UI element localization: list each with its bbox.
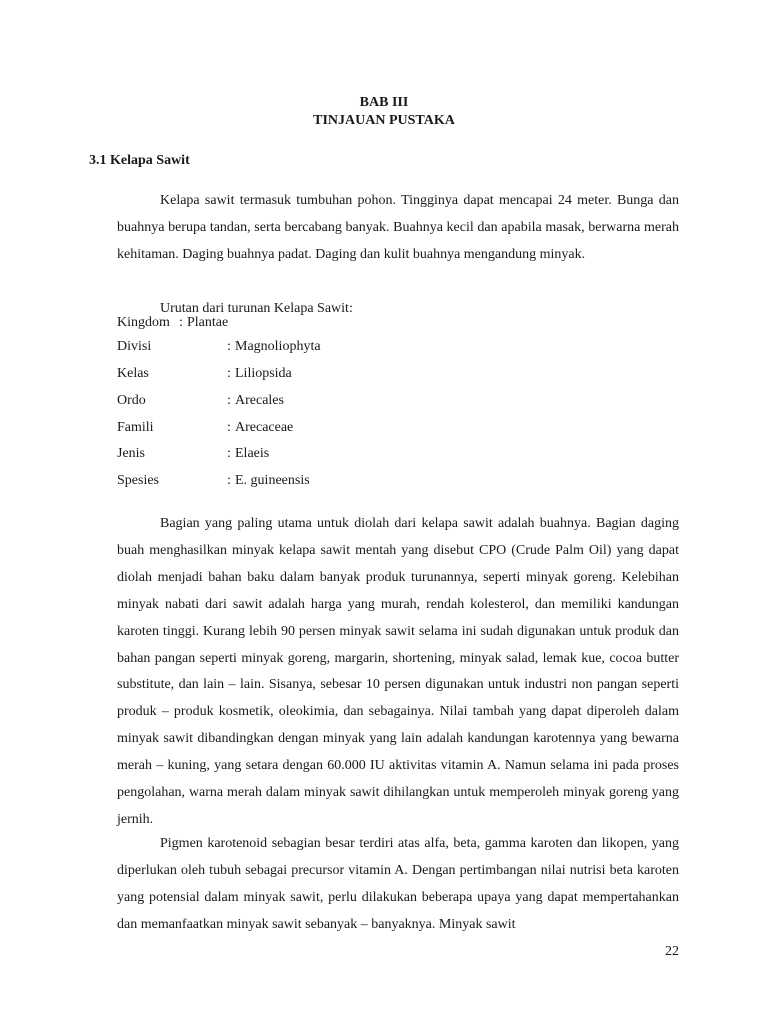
taxonomy-value: Magnoliophyta bbox=[235, 339, 321, 354]
taxonomy-separator: : bbox=[227, 420, 231, 435]
taxonomy-key: Divisi bbox=[117, 339, 152, 354]
paragraph-intro: Kelapa sawit termasuk tumbuhan pohon. Tingginya dapat mencapai 24 meter. Bunga dan buahnya berupa tandan, serta bercabang banyak. Buahnya kecil dan apabila masak, berwarna merah kehitaman. Daging buahnya padat. Daging dan kulit buahnya mengandung minyak. bbox=[117, 193, 679, 262]
taxonomy-separator: : bbox=[227, 339, 231, 354]
taxonomy-value: Liliopsida bbox=[235, 366, 292, 381]
taxonomy-key: Spesies bbox=[117, 473, 159, 488]
taxonomy-separator: : bbox=[227, 446, 231, 461]
chapter-title: TINJAUAN PUSTAKA bbox=[313, 113, 455, 128]
taxonomy-value: Elaeis bbox=[235, 446, 270, 461]
taxonomy-key: Famili bbox=[117, 420, 154, 435]
taxonomy-value: Arecales bbox=[235, 393, 284, 408]
taxonomy-value: E. guineensis bbox=[235, 473, 310, 488]
page-number: 22 bbox=[665, 944, 679, 959]
chapter-label: BAB III bbox=[359, 95, 409, 110]
taxonomy-key: Jenis bbox=[117, 446, 145, 461]
taxonomy-key: Kelas bbox=[117, 366, 149, 381]
taxonomy-value: Plantae bbox=[187, 315, 229, 330]
paragraph-palm-fruit: Bagian yang paling utama untuk diolah dari kelapa sawit adalah buahnya. Bagian daging buah menghasilkan minyak kelapa sawit mentah yang disebut CPO (Crude Palm Oil) yang dapat diolah menjadi bahan baku dalam banyak produk turunannya, seperti minyak goreng. Kelebihan minyak nabati dari sawit adalah harga yang murah, rendah kolesterol, dan memiliki kandungan karoten tinggi. Kurang lebih 90 persen minyak sawit selama ini sudah digunakan untuk produk dan bahan pangan seperti minyak goreng, margarin, shortening, minyak salad, lemak kue, cocoa butter substitute, dan lain – lain. Sisanya, sebesar 10 persen digunakan untuk industri non pangan seperti produk – produk kosmetik, oleokimia, dan sebagainya. Nilai tambah yang dapat diperoleh dalam minyak sawit dibandingkan dengan minyak yang lain adalah kandungan karotennya yang bewarna merah – kuning, yang setara dengan 60.000 IU aktivitas vitamin A. Namun selama ini pada proses pengolahan, warna merah dalam minyak sawit dihilangkan untuk memperoleh minyak goreng yang jernih. bbox=[117, 516, 679, 827]
taxonomy-value: Arecaceae bbox=[235, 420, 294, 435]
taxonomy-separator: : bbox=[179, 315, 183, 330]
taxonomy-key: Ordo bbox=[117, 393, 146, 408]
paragraph-taxonomy-intro: Urutan dari turunan Kelapa Sawit: bbox=[160, 301, 353, 316]
section-heading: 3.1 Kelapa Sawit bbox=[89, 153, 190, 168]
paragraph-carotenoid: Pigmen karotenoid sebagian besar terdiri atas alfa, beta, gamma karoten dan likopen, yang diperlukan oleh tubuh sebagai precursor vitamin A. Dengan pertimbangan nilai nutrisi beta karoten yang potensial dalam minyak sawit, perlu dilakukan beberapa upaya yang dapat mempertahankan dan memanfaatkan minyak sawit sebanyak – banyaknya. Minyak sawit bbox=[117, 836, 679, 932]
taxonomy-separator: : bbox=[227, 473, 231, 488]
taxonomy-separator: : bbox=[227, 366, 231, 381]
taxonomy-key: Kingdom bbox=[117, 315, 170, 330]
taxonomy-separator: : bbox=[227, 393, 231, 408]
